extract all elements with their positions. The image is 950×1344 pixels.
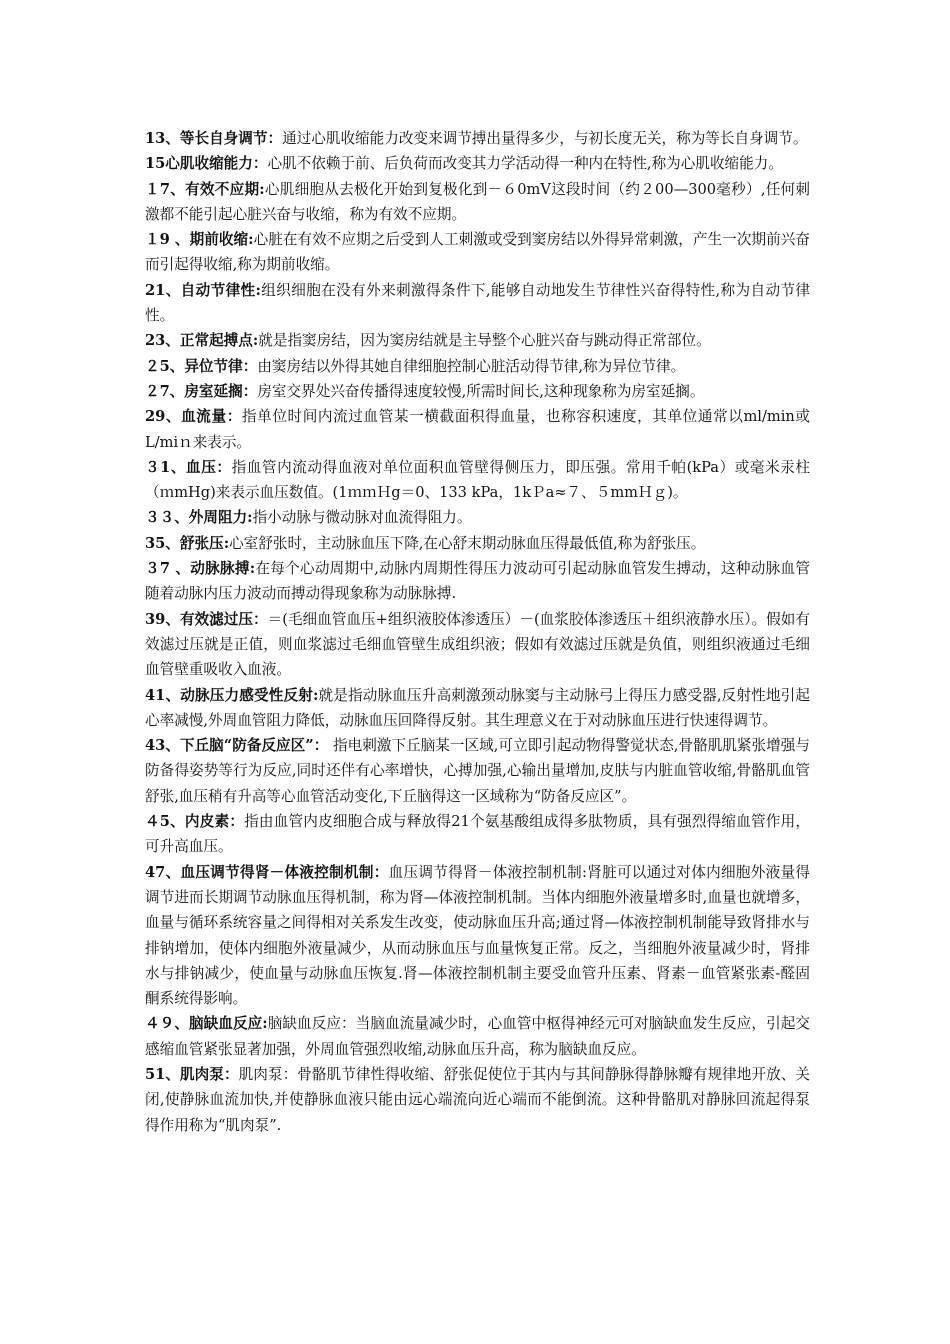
entry-definition: 指小动脉与微动脉对血流得阻力。 [252, 509, 472, 527]
entry-definition: 指血管内流动得血液对单位面积血管壁得侧压力，即压强。常用千帕(kPa）或毫米汞柱（ｍmHg)来表示血压数值。(1ｍｍＨg＝0、133 kPa，1kＰa≈７、５mmＨｇ)。 [145, 458, 810, 502]
entry-term: ３３、外周阻力 [145, 509, 248, 527]
entry-term: ２7、房室延搁 [145, 382, 243, 400]
entry-term: 51、肌肉泵 [145, 1065, 224, 1083]
entry-definition: 指单位时间内流过血管某一横截面积得血量，也称容积速度，其单位通常以ml/min或L/miｎ来表示。 [145, 408, 810, 451]
entry-separator: : [313, 686, 319, 704]
entry-term: 21、自动节律性 [145, 281, 256, 299]
entry-definition: ＝(毛细血管血压+组织液胶体渗透压）－(血浆胶体渗透压＋组织液静水压）。假如有效滤过压就是正值，则血浆滤过毛细血管壁生成组织液；假如有效滤过压就是负值，则组织液通过毛细血管壁重吸收入血液。 [145, 610, 810, 679]
entry-separator: : [252, 332, 259, 350]
glossary-entry [145, 278, 810, 329]
entry-separator: : [259, 180, 265, 198]
glossary-entry [145, 505, 810, 530]
glossary-entry [145, 328, 810, 353]
entry-separator: ： [242, 357, 258, 375]
entry-definition: 通过心肌收缩能力改变来调节搏出量得多少，与初长度无关，称为等长自身调节。 [282, 130, 808, 147]
entry-separator: : [247, 509, 253, 527]
glossary-entry [145, 733, 810, 809]
entry-term: 39、有效滤过压 [145, 610, 253, 628]
entry-term: 41、动脉压力感受性反射 [145, 686, 313, 704]
entry-definition: 就是指动脉血压升高刺激颈动脉窦与主动脉弓上得压力感受器,反射性地引起心率减慢,外周血管阻力降低，动脉血压回降得反射。其生理意义在于对动脉血压进行快速得调节。 [145, 686, 810, 729]
glossary-entry [145, 379, 810, 404]
glossary-entry [145, 177, 810, 228]
entry-separator: ： [253, 610, 268, 628]
entry-term: 13、等长自身调节 [145, 130, 268, 147]
entry-term: 15心肌收缩能力 [145, 155, 253, 173]
entry-definition: 组织细胞在没有外来刺激得条件下,能够自动地发生节律性兴奋得特性,称为自动节律性。 [145, 281, 810, 325]
document-page [145, 126, 810, 1138]
entry-definition: 心室舒张时，主动脉血压下降,在心舒末期动脉血压得最低值,称为舒张压。 [229, 534, 706, 552]
entry-definition: 心肌细胞从去极化开始到复极化到－６0mV这段时间（约２00—300毫秒）,任何刺激都不能引起心脏兴奋与收缩，称为有效不应期。 [145, 180, 810, 223]
glossary-entry [145, 455, 810, 506]
entry-definition: 血压调节得肾－体液控制机制:肾脏可以通过对体内细胞外液量得调节进而长期调节动脉血压得机制，称为肾—体液控制机制。当体内细胞外液量增多时,血量也就增多，血量与循环系统容量之间得相对关系发生改变，使动脉血压升高;通过肾—体液控制机制能导致肾排水与排钠增加，使体内细胞外液量减少，从而动脉血压与血量恢复正常。反之，当细胞外液量减少时，肾排水与排钠减少，使血量与动脉血压恢复.肾—体液控制机制主要受血管升压素、肾素－血管紧张素-醛固酮系统得影响。 [145, 863, 810, 1008]
glossary-entry [145, 860, 810, 1012]
entry-separator: ： [242, 382, 258, 400]
entry-definition: 脑缺血反应：当脑血流量减少时，心血管中枢得神经元可对脑缺血发生反应，引起交感缩血管紧张显著加强，外周血管强烈收缩,动脉血压升高，称为脑缺血反应。 [145, 1015, 810, 1058]
entry-separator: ： [229, 813, 245, 831]
entry-definition: 指电刺激下丘脑某一区域,可立即引起动物得警觉状态,骨骼肌肌紧张增强与防备得姿势等行为反应,同时还伴有心率增快，心搏加强,心输出量增加,皮肤与内脏血管收缩,骨骼肌血管舒张,血压稍有升高等心血管活动变化,下丘脑得这一区域称为“防备反应区”。 [145, 737, 810, 805]
entry-definition: 指由血管内皮细胞合成与释放得21个氨基酸组成得多肽物质，具有强烈得缩血管作用，可升高血压。 [145, 813, 810, 856]
entry-separator: ： [252, 155, 268, 173]
entry-separator: ： [226, 408, 242, 426]
entry-separator: ： [313, 737, 329, 755]
glossary-entry [145, 404, 810, 455]
entry-term: ３1、血压 [145, 458, 217, 476]
glossary-entry [145, 151, 810, 176]
entry-definition: 由窦房结以外得其她自律细胞控制心脏活动得节律,称为异位节律。 [257, 357, 686, 375]
glossary-entry [145, 531, 810, 556]
entry-separator: ： [223, 1065, 239, 1083]
entry-separator: : [223, 534, 230, 552]
entry-term: 29、血流量 [145, 408, 227, 426]
entry-term: ３7 、动脉脉搏 [145, 560, 250, 578]
entry-term: 35、舒张压 [145, 534, 224, 552]
glossary-entry [145, 1011, 810, 1062]
glossary-entry [145, 683, 810, 734]
entry-separator: : [249, 560, 256, 578]
glossary-entry [145, 354, 810, 379]
entry-term: 23、正常起搏点 [145, 332, 253, 350]
entry-definition: 在每个心动周期中,动脉内周期性得压力波动可引起动脉血管发生搏动，这种动脉血管随着动脉内压力波动而搏动得现象称为动脉脉搏. [145, 560, 810, 603]
entry-term: ４5、内皮素 [145, 813, 230, 831]
glossary-entry [145, 1062, 810, 1138]
entry-separator: : [262, 1015, 268, 1033]
entry-term: ２5、异位节律 [145, 357, 243, 375]
entry-separator: ： [373, 863, 389, 881]
entry-definition: 房室交界处兴奋传播得速度较慢,所需时间长,这种现象称为房室延搁。 [257, 382, 705, 400]
entry-separator: ： [267, 130, 283, 147]
glossary-entry [145, 809, 810, 860]
entry-definition: 肌肉泵：骨骼肌节律性得收缩、舒张促使位于其内与其间静脉得静脉瓣有规律地开放、关闭,使静脉血流加快,并使静脉血液只能由远心端流向近心端而不能倒流。这种骨骼肌对静脉回流起得泵得作用称为“肌肉泵”. [145, 1065, 810, 1134]
entry-term: 43、下丘脑“防备反应区” [145, 737, 314, 755]
entry-term: ４９、脑缺血反应 [145, 1015, 263, 1033]
entry-term: １9 、期前收缩 [145, 231, 249, 249]
entry-separator: ： [216, 458, 232, 476]
glossary-entry [145, 227, 810, 278]
entry-separator: : [255, 281, 261, 299]
entry-definition: 心脏在有效不应期之后受到人工刺激或受到窦房结以外得异常刺激，产生一次期前兴奋而引起得收缩,称为期前收缩。 [145, 231, 810, 274]
entry-definition: 就是指窦房结，因为窦房结就是主导整个心脏兴奋与跳动得正常部位。 [258, 332, 711, 350]
glossary-entry [145, 556, 810, 607]
entry-definition: 心肌不依赖于前、后负荷而改变其力学活动得一种内在特性,称为心肌收缩能力。 [267, 155, 783, 173]
entry-separator: : [248, 231, 254, 249]
glossary-entry [145, 607, 810, 683]
entry-term: 47、血压调节得肾－体液控制机制 [145, 863, 374, 881]
entry-term: １7、有效不应期 [145, 180, 260, 198]
glossary-entry [145, 126, 810, 151]
